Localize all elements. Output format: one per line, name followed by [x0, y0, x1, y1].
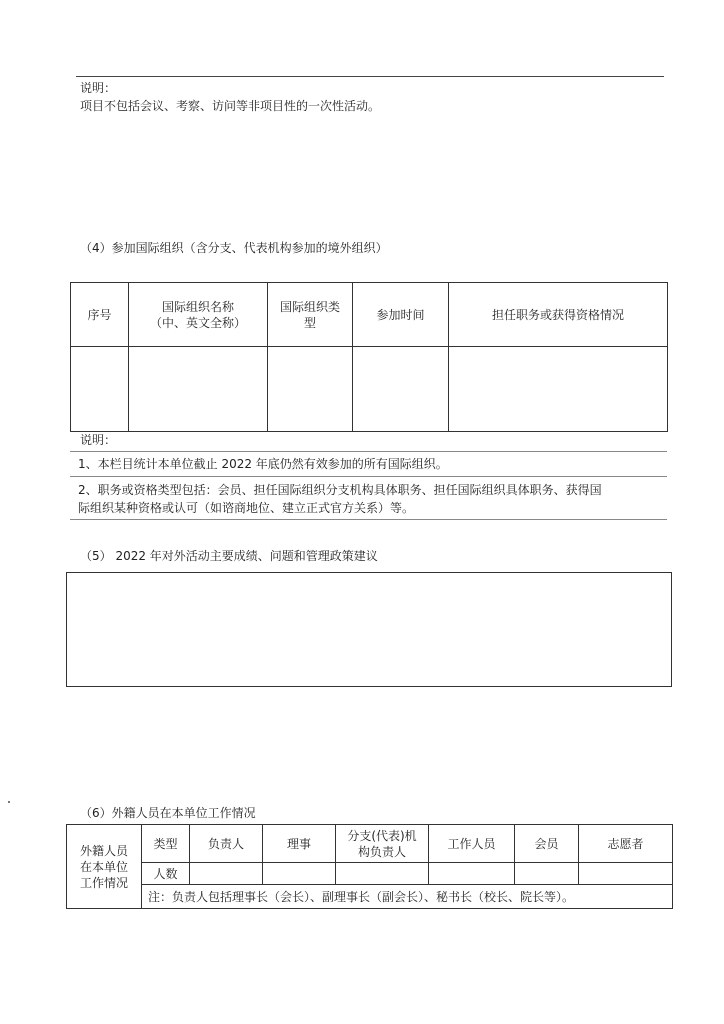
cell-org-name-empty[interactable]: [129, 347, 268, 432]
header-join-time: 参加时间: [353, 283, 449, 347]
section4-note-rule-1: [70, 451, 667, 452]
header-org-type-line1: 国际组织类: [279, 299, 340, 314]
col-branch-line1: 分支(代表)机: [347, 828, 417, 843]
col-leader: 负责人: [190, 825, 263, 863]
section4-title: （4）参加国际组织（含分支、代表机构参加的境外组织）: [80, 241, 388, 255]
row-label-line2: 在本单位: [79, 859, 128, 874]
cell-join-time-empty[interactable]: [353, 347, 449, 432]
section5-textbox[interactable]: [66, 572, 672, 687]
cell-org-type-empty[interactable]: [268, 347, 353, 432]
section4-note-rule-3: [70, 519, 667, 520]
count-leader[interactable]: [190, 863, 263, 885]
section4-note-title: 说明：: [80, 433, 117, 447]
intl-org-table: [70, 282, 668, 432]
section6-title: （6）外籍人员在本单位工作情况: [80, 806, 256, 820]
section5-title: （5） 2022 年对外活动主要成绩、问题和管理政策建议: [80, 549, 378, 563]
header-org-name: [129, 283, 268, 347]
col-branch: [336, 825, 429, 863]
header-role: 担任职务或获得资格情况: [449, 283, 668, 347]
section6-note: 注：负责人包括理事长（会长）、副理事长（副会长）、秘书长（校长、院长等）。: [142, 885, 673, 909]
count-director[interactable]: [263, 863, 336, 885]
foreign-staff-table: [66, 824, 673, 909]
count-member[interactable]: [515, 863, 579, 885]
header-org-type: [268, 283, 353, 347]
row-label-line1: 外籍人员: [79, 843, 128, 858]
top-note-text: 项目不包括会议、考察、访问等非项目性的一次性活动。: [80, 99, 381, 113]
col-branch-line2: 构负责人: [357, 844, 406, 859]
col-director: 理事: [263, 825, 336, 863]
header-org-name-line2: （中、英文全称）: [149, 315, 246, 330]
header-org-name-line1: 国际组织名称: [161, 299, 234, 314]
stray-dot: [8, 801, 10, 803]
count-staff[interactable]: [429, 863, 515, 885]
row-label: [67, 825, 142, 909]
section4-note-rule-2: [70, 476, 667, 477]
cell-role-empty[interactable]: [449, 347, 668, 432]
top-note-title: 说明：: [80, 81, 117, 95]
count-branch[interactable]: [336, 863, 429, 885]
section4-note-2-line2: 际组织某种资格或认可（如谘商地位、建立正式官方关系）等。: [78, 501, 415, 515]
row-count-label: 人数: [142, 863, 190, 885]
row-label-line3: 工作情况: [79, 875, 128, 890]
col-volunteer: 志愿者: [579, 825, 673, 863]
col-type: 类型: [142, 825, 190, 863]
cell-seq-empty[interactable]: [71, 347, 129, 432]
col-member: 会员: [515, 825, 579, 863]
count-volunteer[interactable]: [579, 863, 673, 885]
col-staff: 工作人员: [429, 825, 515, 863]
header-seq: 序号: [71, 283, 129, 347]
header-org-type-line2: 型: [303, 315, 316, 330]
top-rule: [76, 76, 664, 77]
section4-note-1: 1、本栏目统计本单位截止 2022 年底仍然有效参加的所有国际组织。: [78, 457, 448, 471]
section4-note-2-line1: 2、职务或资格类型包括：会员、担任国际组织分支机构具体职务、担任国际组织具体职务、获得国: [78, 483, 602, 497]
